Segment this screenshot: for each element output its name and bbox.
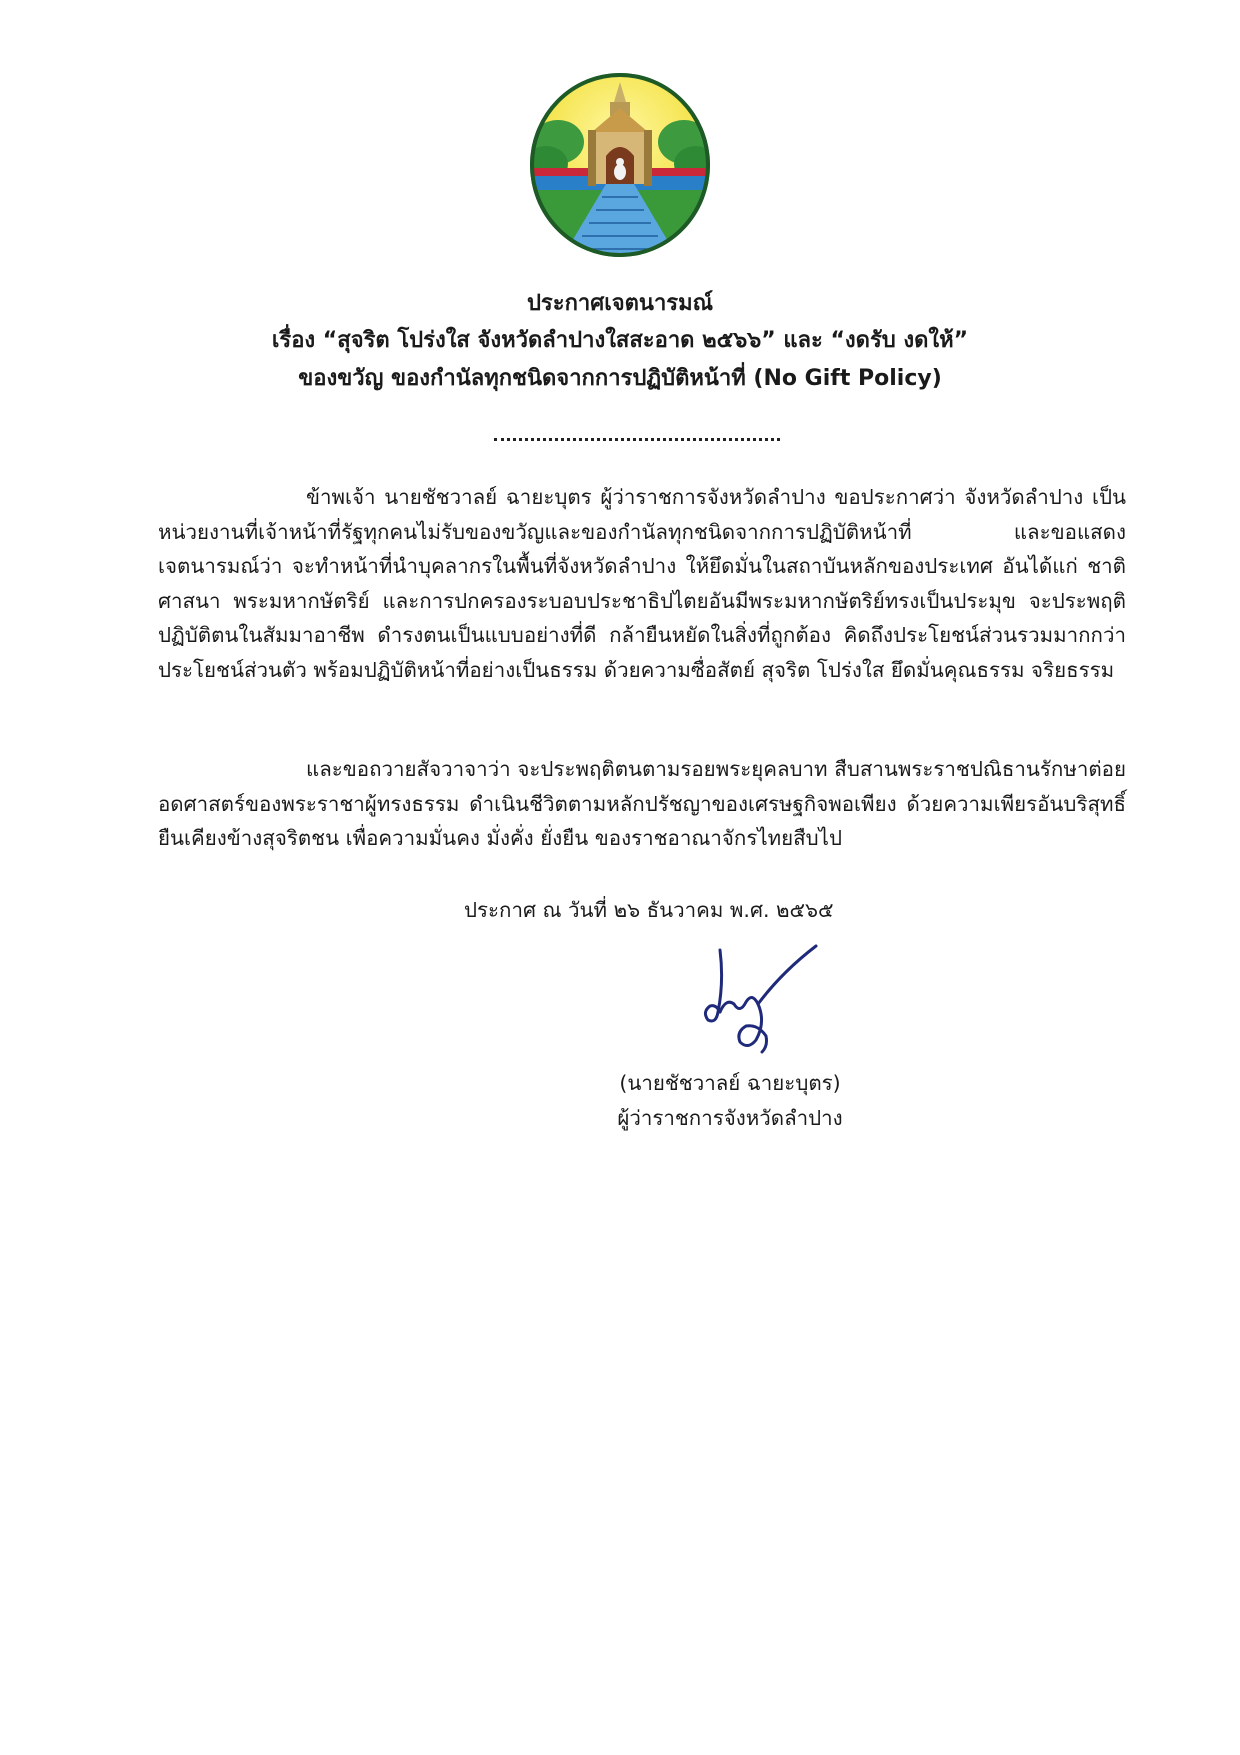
separator-dots bbox=[494, 426, 780, 441]
announcement-date: ประกาศ ณ วันที่ ๒๖ ธันวาคม พ.ศ. ๒๕๖๕ bbox=[464, 898, 834, 922]
announcement-subject: เรื่อง “สุจริต โปร่งใส จังหวัดลำปางใสสะอาด ๒๕๖๖” และ “งดรับ งดให้” bbox=[271, 328, 969, 353]
signatory-name: (นายชัชวาลย์ ฉายะบุตร) bbox=[619, 1071, 841, 1095]
body-paragraph-2: และขอถวายสัจวาจาว่า จะประพฤติตนตามรอยพระยุคลบาท สืบสานพระราชปณิธานรักษาต่อยอดศาสตร์ของพระราชาผู้ทรงธรรม ดำเนินชีวิตตามหลักปรัชญาของเศรษฐกิจพอเพียง ด้วยความเพียรอันบริสุทธิ์ ยืนเคียงข้างสุจริตชน เพื่อความมั่นคง มั่งคั่ง ยั่งยืน ของราชอาณาจักรไทยสืบไป bbox=[158, 757, 1126, 850]
handwritten-signature-icon bbox=[696, 942, 826, 1062]
body-paragraph-1: ข้าพเจ้า นายชัชวาลย์ ฉายะบุตร ผู้ว่าราชการจังหวัดลำปาง ขอประกาศว่า จังหวัดลำปาง เป็นหน่วยงานที่เจ้าหน้าที่รัฐทุกคนไม่รับของขวัญและของกำนัลทุกชนิดจากการปฏิบัติหน้าที่ และขอแสดงเจตนารมณ์ว่า จะทำหน้าที่นำบุคลากรในพื้นที่จังหวัดลำปาง ให้ยึดมั่นในสถาบันหลักของประเทศ อันได้แก่ ชาติ ศาสนา พระมหากษัตริย์ และการปกครองระบอบประชาธิปไตยอันมีพระมหากษัตริย์ทรงเป็นประมุข จะประพฤติปฏิบัติตนในสัมมาอาชีพ ดำรงตนเป็นแบบอย่างที่ดี กล้ายืนหยัดในสิ่งที่ถูกต้อง คิดถึงประโยชน์ส่วนรวมมากกว่าประโยชน์ส่วนตัว พร้อมปฏิบัติหน้าที่อย่างเป็นธรรม ด้วยความซื่อสัตย์ สุจริต โปร่งใส ยึดมั่นคุณธรรม จริยธรรม bbox=[158, 485, 1126, 682]
announcement-title: ประกาศเจตนารมณ์ bbox=[526, 291, 714, 316]
lampang-province-seal-icon bbox=[528, 72, 712, 258]
signatory-position: ผู้ว่าราชการจังหวัดลำปาง bbox=[617, 1106, 843, 1130]
announcement-subject-line2: ของขวัญ ของกำนัลทุกชนิดจากการปฏิบัติหน้าที่ (No Gift Policy) bbox=[298, 366, 942, 391]
